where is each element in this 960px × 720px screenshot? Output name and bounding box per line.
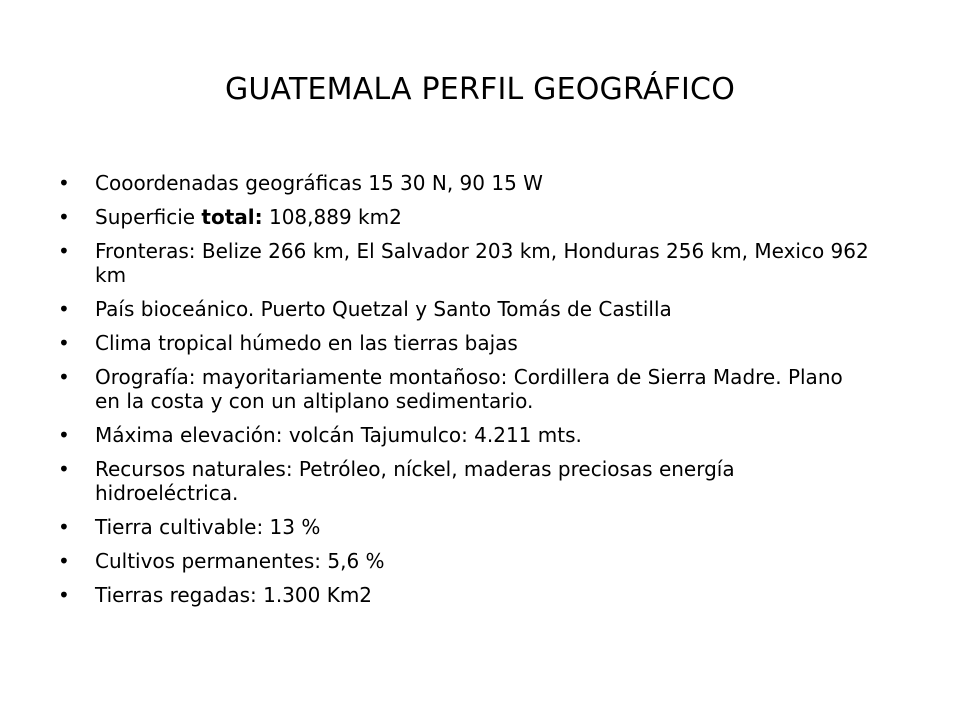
bullet-coordinates <box>58 171 870 195</box>
bullet-dot-icon: • <box>58 549 70 573</box>
bullet-dot-icon: • <box>58 365 70 389</box>
bullet-text: País bioceánico. Puerto Quetzal y Santo Tomás de Castilla <box>95 297 672 321</box>
bullet-dot-icon: • <box>58 331 70 355</box>
bullet-dot-icon: • <box>58 239 70 263</box>
bullet-list <box>58 171 870 617</box>
bullet-irrigated-land <box>58 583 870 607</box>
bullet-orography <box>58 365 870 413</box>
bullet-dot-icon: • <box>58 515 70 539</box>
bullet-text: Tierra cultivable: 13 % <box>95 515 321 539</box>
bullet-text: Recursos naturales: Petróleo, níckel, maderas preciosas energía hidroeléctrica. <box>95 457 735 505</box>
bullet-borders <box>58 239 870 287</box>
bullet-text-prefix: Superficie <box>95 205 202 229</box>
bullet-permanent-crops <box>58 549 870 573</box>
bullet-text: Clima tropical húmedo en las tierras bajas <box>95 331 518 355</box>
bullet-elevation <box>58 423 870 447</box>
slide-title: GUATEMALA PERFIL GEOGRÁFICO <box>224 72 736 107</box>
bullet-arable-land <box>58 515 870 539</box>
bullet-surface <box>58 205 870 229</box>
bullet-climate <box>58 331 870 355</box>
bullet-dot-icon: • <box>58 423 70 447</box>
bullet-text: Tierras regadas: 1.300 Km2 <box>95 583 373 607</box>
bullet-text-bold: total: <box>201 205 263 229</box>
bullet-dot-icon: • <box>58 583 70 607</box>
bullet-dot-icon: • <box>58 297 70 321</box>
bullet-text: Cultivos permanentes: 5,6 % <box>95 549 385 573</box>
bullet-text: Orografía: mayoritariamente montañoso: Cordillera de Sierra Madre. Plano en la costa y con un altiplano sedimentario. <box>95 365 843 413</box>
bullet-text: Fronteras: Belize 266 km, El Salvador 203 km, Honduras 256 km, Mexico 962 km <box>95 239 869 287</box>
bullet-dot-icon: • <box>58 457 70 481</box>
bullet-text-suffix: 108,889 km2 <box>262 205 402 229</box>
bullet-dot-icon: • <box>58 171 70 195</box>
bullet-text: Máxima elevación: volcán Tajumulco: 4.211 mts. <box>95 423 582 447</box>
bullet-bioceanic <box>58 297 870 321</box>
bullet-dot-icon: • <box>58 205 70 229</box>
bullet-resources <box>58 457 870 505</box>
bullet-text: Cooordenadas geográficas 15 30 N, 90 15 W <box>95 171 543 195</box>
